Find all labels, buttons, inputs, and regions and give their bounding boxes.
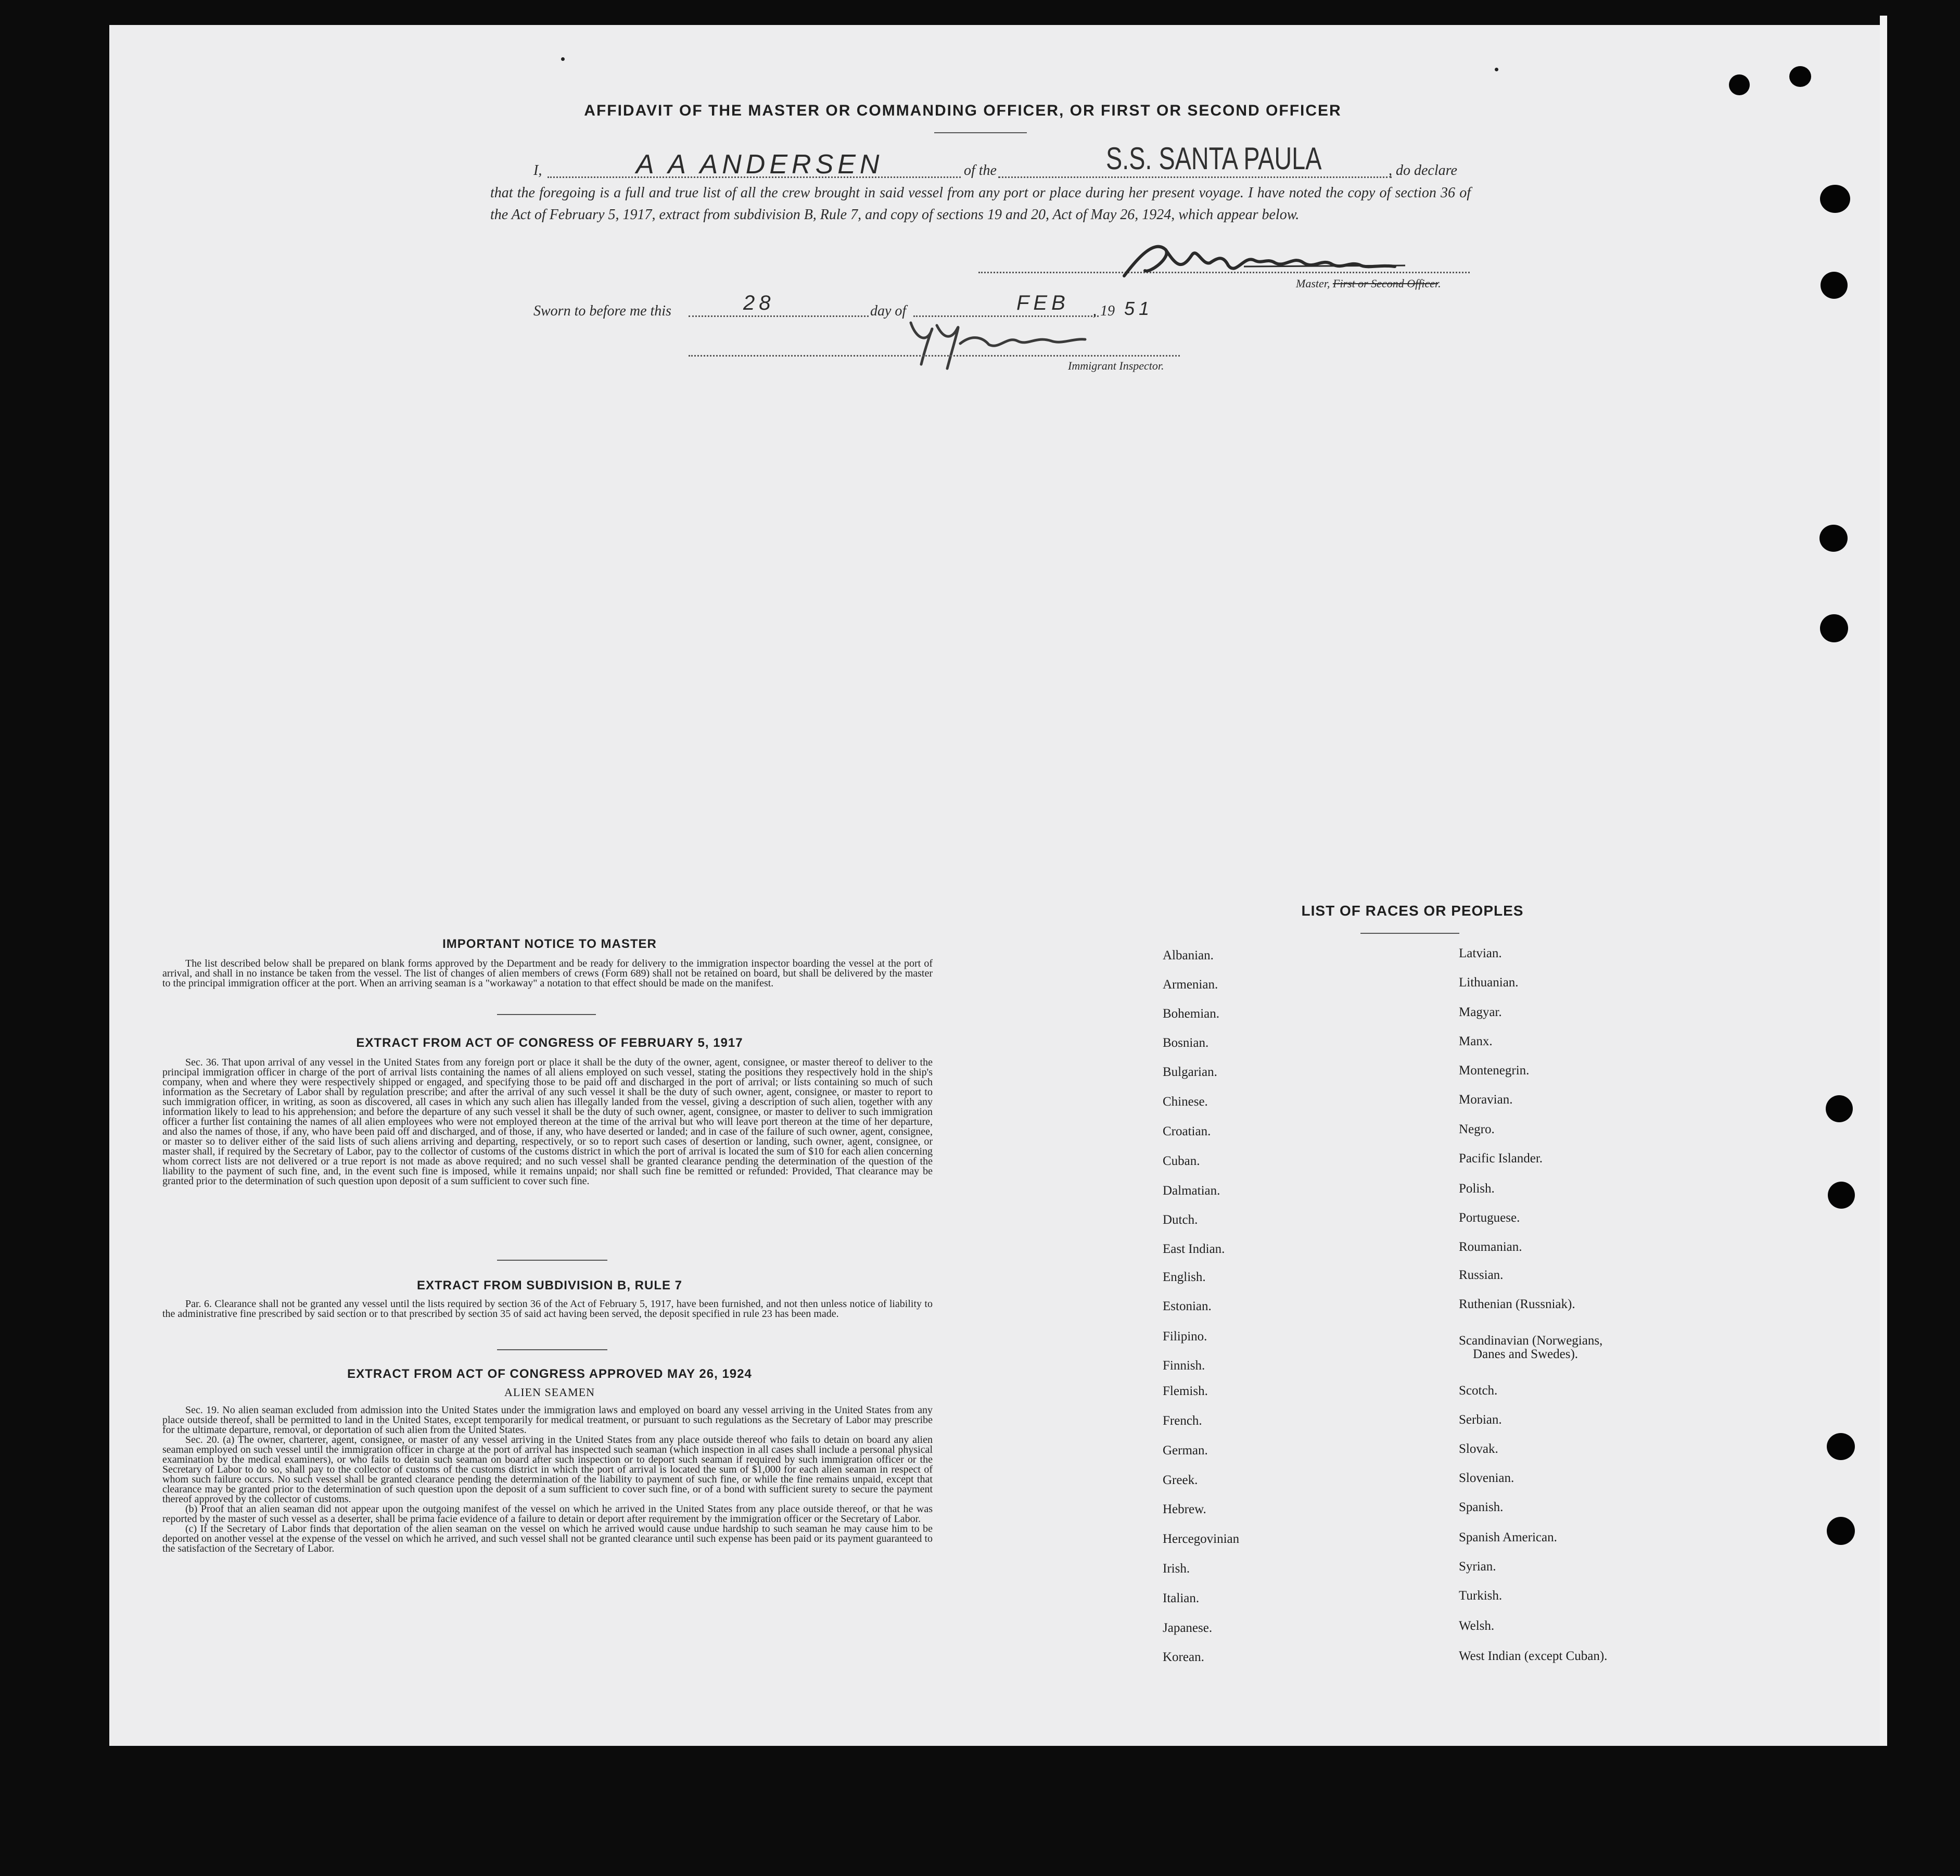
- race-item: Montenegrin.: [1459, 1063, 1530, 1078]
- extract-1924-title: EXTRACT FROM ACT OF CONGRESS APPROVED MAY 26, 1924: [347, 1367, 752, 1381]
- race-item: Moravian.: [1459, 1093, 1513, 1107]
- race-item: Syrian.: [1459, 1560, 1496, 1574]
- master-name-field[interactable]: A A ANDERSEN: [636, 149, 884, 180]
- race-item: Ruthenian (Russniak).: [1459, 1297, 1575, 1311]
- race-item: Filipino.: [1163, 1329, 1207, 1343]
- race-item: Negro.: [1459, 1122, 1495, 1136]
- race-item: Japanese.: [1163, 1621, 1213, 1635]
- race-item: Bohemian.: [1163, 1007, 1220, 1021]
- race-item: Chinese.: [1163, 1095, 1208, 1109]
- vessel-field-line: [998, 176, 1392, 178]
- affidavit-body: that the foregoing is a full and true list of all the crew brought in said vessel from any port or place during her present voyage. I have noted the copy of section 36 of the Act of February 5, 1917, extract from subdivision B, Rule 7, and copy of sections 19 and 20, Act of May 26, 1924, which appear below.: [490, 185, 1471, 223]
- title-underline: [934, 132, 1027, 133]
- race-item: West Indian (except Cuban).: [1459, 1649, 1608, 1663]
- race-item: Italian.: [1163, 1591, 1200, 1605]
- punch-hole: [1821, 272, 1848, 299]
- race-item: Welsh.: [1459, 1619, 1495, 1633]
- punch-hole: [1827, 1433, 1855, 1460]
- race-item: Serbian.: [1459, 1413, 1502, 1427]
- race-item: East Indian.: [1163, 1242, 1225, 1256]
- punch-hole: [1820, 185, 1850, 213]
- divider: [497, 1014, 596, 1015]
- notice-title: IMPORTANT NOTICE TO MASTER: [442, 937, 657, 951]
- race-item: Slovak.: [1459, 1442, 1498, 1456]
- race-item: Spanish.: [1459, 1500, 1504, 1514]
- race-item: Russian.: [1459, 1268, 1504, 1282]
- punch-hole: [1789, 66, 1811, 87]
- vessel-name-stamp[interactable]: S.S. SANTA PAULA: [1106, 141, 1322, 176]
- par6-text: Par. 6. Clearance shall not be granted any vessel until the lists required by section 36 of the Act of February 5, 1917, have been furnished, and not then unless notice of liability to the administrative fine prescribed by said section or to that prescribed by section 35 of said act having been served, the deposit specified in rule 23 has been made.: [162, 1298, 933, 1320]
- punch-hole: [1819, 525, 1848, 552]
- extract-1924-body: [162, 1405, 933, 1554]
- punch-hole: [1826, 1095, 1853, 1122]
- race-item: Lithuanian.: [1459, 975, 1519, 990]
- caption-period: .: [1438, 277, 1441, 290]
- race-item: Slovenian.: [1459, 1471, 1514, 1485]
- race-item: Hebrew.: [1163, 1502, 1206, 1516]
- day-of-label: day of: [870, 303, 907, 319]
- race-item: Hercegovinian: [1163, 1532, 1240, 1546]
- race-item: Albanian.: [1163, 948, 1214, 962]
- divider: [497, 1260, 607, 1261]
- race-item: Bulgarian.: [1163, 1065, 1217, 1079]
- sec20a-text: Sec. 20. (a) The owner, charterer, agent, consignee, or master of any vessel arriving in the United States from any place outside thereof who fails to detain on board any alien seaman employed on such vessel until the immigration officer in charge at the port of arrival has inspected such seaman (which inspection in all cases shall include a personal physical examination by the medical examiners), or who fails to detain such seaman on board after such inspection or to deport such seaman if required by such immigration officer or the Secretary of Labor to do so, shall pay to the collector of customs of the customs district in which the port of arrival is located the sum of $1,000 for each alien seaman in respect of whom such failure occurs. No such vessel shall be granted clearance pending the determination of the liability to payment of such fine, or while the fine remains unpaid, except that clearance may be granted prior to the determination of such question upon the deposit of a sum sufficient to cover such fine, or of a bond with sufficient surety to secure the payment thereof approved by the collector of customs.: [162, 1434, 933, 1505]
- race-item: German.: [1163, 1443, 1208, 1457]
- alien-seamen-subtitle: ALIEN SEAMEN: [504, 1386, 595, 1399]
- race-item: Turkish.: [1459, 1589, 1503, 1603]
- punch-hole: [1820, 614, 1848, 642]
- punch-hole: [1827, 1517, 1855, 1545]
- race-item: French.: [1163, 1414, 1202, 1428]
- extract-rule7-body: [162, 1299, 933, 1319]
- race-item: Korean.: [1163, 1650, 1204, 1664]
- race-item: Pacific Islander.: [1459, 1151, 1543, 1165]
- race-item: Latvian.: [1459, 946, 1502, 960]
- race-item: Polish.: [1459, 1182, 1495, 1196]
- race-item: Spanish American.: [1459, 1530, 1557, 1544]
- race-item: Cuban.: [1163, 1154, 1200, 1168]
- race-item: English.: [1163, 1270, 1206, 1284]
- punch-hole: [1729, 74, 1750, 95]
- i-label: I,: [533, 162, 542, 179]
- races-title-underline: [1360, 933, 1459, 934]
- race-item: Irish.: [1163, 1562, 1190, 1576]
- inspector-line: [689, 355, 1180, 357]
- race-item: Greek.: [1163, 1473, 1198, 1487]
- divider: [497, 1349, 607, 1350]
- notice-text: The list described below shall be prepared on blank forms approved by the Department and be ready for delivery to the immigration inspector boarding the vessel at the port of arrival, and shall in no instance be taken from the vessel. The list of changes of alien members of crews (Form 689) shall not be retained on board, but shall be delivered by the master to the principal immigration officer at the port. When an arriving seaman is a "workaway" a notation to that effect should be made on the manifest.: [162, 958, 933, 989]
- struck-officer-label: First or Second Officer: [1332, 277, 1439, 290]
- extract-rule7-title: EXTRACT FROM SUBDIVISION B, RULE 7: [416, 1278, 683, 1292]
- ink-speck: [561, 57, 565, 61]
- sec20b-text: (b) Proof that an alien seaman did not appear upon the outgoing manifest of the vessel on which he arrived in the United States from any place outside thereof, or that he was reported by the master of such vessel as a deserter, shall be prima facie evidence of a failure to detain or deport after requirement by the immigration officer or the Secretary of Labor.: [162, 1503, 933, 1525]
- race-item: Portuguese.: [1459, 1211, 1520, 1225]
- race-item: Flemish.: [1163, 1384, 1208, 1398]
- sworn-year-field[interactable]: 51: [1124, 298, 1154, 319]
- race-item: Estonian.: [1163, 1299, 1212, 1313]
- sec19-text: Sec. 19. No alien seaman excluded from admission into the United States under the immigration laws and employed on board any vessel arriving in the United States from any place outside thereof, shall be permitted to land in the United States, except temporarily for medical treatment, or pursuant to such regulations as the Secretary of Labor may prescribe for the ultimate departure, removal, or deportation of such alien from the United States.: [162, 1404, 933, 1436]
- race-item: Armenian.: [1163, 978, 1218, 992]
- race-item: Finnish.: [1163, 1359, 1205, 1373]
- race-item: Croatian.: [1163, 1124, 1211, 1138]
- extract-1917-title: EXTRACT FROM ACT OF CONGRESS OF FEBRUARY 5, 1917: [356, 1036, 743, 1050]
- affidavit-title: AFFIDAVIT OF THE MASTER OR COMMANDING OFFICER, OR FIRST OR SECOND OFFICER: [584, 102, 1342, 119]
- punch-hole: [1828, 1182, 1855, 1209]
- sec36-text: Sec. 36. That upon arrival of any vessel in the United States from any foreign port or place it shall be the duty of the owner, agent, consignee, or master thereof to deliver to the principal immigration officer in charge of the port of arrival lists containing the names of all aliens employed on such vessel, stating the positions they respectively hold in the ship's company, when and where they were respectively shipped or engaged, and specifying those to be paid off and discharged in the port of arrival; or lists containing so much of such information as the Secretary of Labor shall by regulation prescribe; and after the arrival of any such vessel it shall be the duty of such owner, agent, consignee, or master to report to such immigration officer, in writing, as soon as discovered, all cases in which any such alien has illegally landed from the vessel, giving a description of such alien, together with any information likely to lead to his apprehension; and before the departure of any such vessel it shall be the duty of such owner, agent, consignee, or master to deliver to such immigration officer a further list containing the names of all alien employees who were not employed thereon at the time of the arrival but who will leave port thereon at the time of her departure, and also the names of those, if any, who have been paid off and discharged, and of those, if any, who have deserted or landed; and in case of the failure of such owner, agent, consignee, or master so to deliver either of the said lists of such aliens arriving and departing, respectively, or so to report such cases of desertion or landing, such owner, agent, consignee, or master shall, if required by the Secretary of Labor, pay to the collector of customs of the customs district in which the port of arrival is located the sum of $10 for each alien concerning whom correct lists are not delivered or a true report is not made as above required; and no such vessel shall be granted clearance pending the determination of the question of the liability to the payment of such fine, and, in the event such fine is imposed, while it remains unpaid; nor shall such fine be remitted or refunded: Provided, That clearance may be granted prior to the determination of such question upon deposit of a sum sufficient to cover such fine.: [162, 1057, 933, 1187]
- sworn-day-field[interactable]: 28: [743, 291, 775, 314]
- race-item: Scandinavian (Norwegians,: [1459, 1334, 1603, 1348]
- race-item: Scotch.: [1459, 1384, 1498, 1398]
- race-item: Manx.: [1459, 1034, 1493, 1048]
- races-title: LIST OF RACES OR PEOPLES: [1301, 903, 1524, 919]
- extract-1917-body: [162, 1058, 933, 1186]
- race-item: Dalmatian.: [1163, 1184, 1220, 1198]
- sworn-label: Sworn to before me this: [533, 303, 671, 319]
- signature-caption: [1296, 277, 1441, 290]
- sec20c-text: (c) If the Secretary of Labor finds that deportation of the alien seaman on the vessel on which he arrived would cause undue hardship to such seaman he may cause him to be deported on another vessel at the expense of the vessel on which he arrived, and such vessel shall not be granted clearance until such expense has been paid or its payment guaranteed to the satisfaction of the Secretary of Labor.: [162, 1523, 933, 1554]
- declare-label: , do declare: [1389, 162, 1457, 179]
- notice-body: [162, 959, 933, 988]
- ink-speck: [1495, 68, 1498, 71]
- day-field-line: [689, 315, 869, 317]
- race-item: Dutch.: [1163, 1213, 1198, 1227]
- paper-edge: [1880, 16, 1887, 1746]
- master-label: Master,: [1296, 277, 1333, 290]
- year-prefix: , 19: [1093, 303, 1115, 319]
- inspector-label: Immigrant Inspector.: [1068, 359, 1164, 372]
- race-item: Magyar.: [1459, 1005, 1502, 1019]
- sworn-month-field[interactable]: FEB: [1016, 291, 1070, 314]
- race-item: Roumanian.: [1459, 1240, 1522, 1254]
- of-the-label: of the: [964, 162, 997, 179]
- race-item: Bosnian.: [1163, 1036, 1209, 1050]
- race-item-continuation: Danes and Swedes).: [1473, 1347, 1579, 1361]
